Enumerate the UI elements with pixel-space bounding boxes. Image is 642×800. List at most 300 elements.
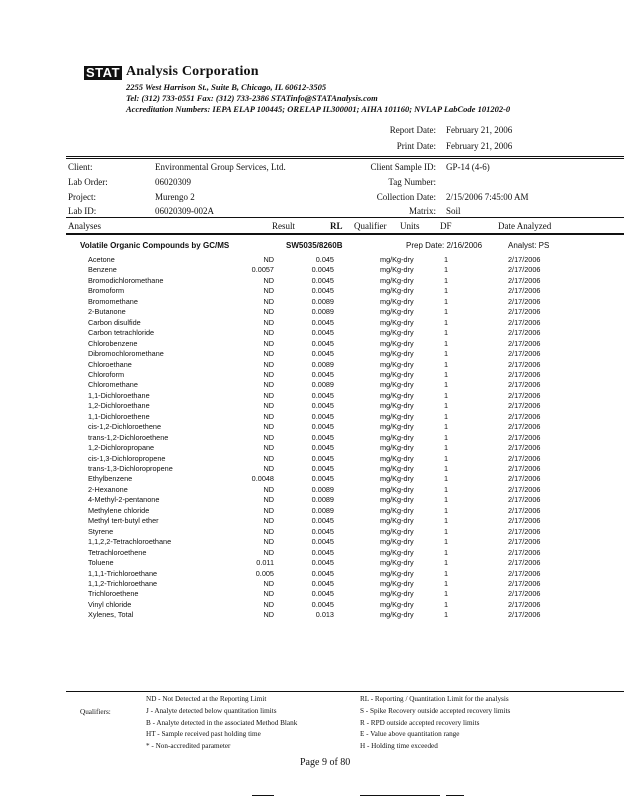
matrix-value: Soil [446, 206, 461, 216]
analyte-name: Ethylbenzene [88, 474, 133, 484]
date-analyzed-value: 2/17/2006 [508, 453, 541, 463]
units-value: mg/Kg-dry [380, 495, 414, 505]
date-analyzed-value: 2/17/2006 [508, 328, 541, 338]
section-prep-date: Prep Date: 2/16/2006 [406, 241, 483, 250]
units-value: mg/Kg-dry [380, 369, 414, 379]
units-value: mg/Kg-dry [380, 610, 414, 620]
company-address: 2255 West Harrison St., Suite B, Chicago, IL 60612-3505 [126, 82, 327, 92]
result-value: ND [263, 390, 274, 400]
qualifiers-label: Qualifiers: [80, 708, 111, 716]
result-value: ND [263, 349, 274, 359]
company-name: Analysis Corporation [126, 64, 259, 79]
rl-value: 0.0045 [311, 443, 334, 453]
units-value: mg/Kg-dry [380, 453, 414, 463]
date-analyzed-value: 2/17/2006 [508, 432, 541, 442]
date-analyzed-value: 2/17/2006 [508, 338, 541, 348]
table-row [0, 318, 642, 328]
units-value: mg/Kg-dry [380, 255, 414, 264]
date-analyzed-value: 2/17/2006 [508, 578, 541, 588]
units-value: mg/Kg-dry [380, 505, 414, 515]
result-value: ND [263, 484, 274, 494]
units-value: mg/Kg-dry [380, 578, 414, 588]
df-value: 1 [444, 568, 449, 578]
rl-value: 0.0089 [311, 380, 334, 390]
section-title: Volatile Organic Compounds by GC/MS [80, 241, 230, 250]
df-value: 1 [444, 390, 449, 400]
table-row [0, 495, 642, 505]
df-value: 1 [444, 599, 449, 609]
analyte-name: Xylenes, Total [88, 610, 134, 620]
units-value: mg/Kg-dry [380, 589, 414, 599]
units-value: mg/Kg-dry [380, 286, 414, 296]
units-value: mg/Kg-dry [380, 307, 414, 317]
date-analyzed-value: 2/17/2006 [508, 537, 541, 547]
table-row [0, 464, 642, 474]
analyte-name: 1,1,1-Trichloroethane [88, 568, 158, 578]
df-value: 1 [444, 526, 449, 536]
table-row [0, 433, 642, 443]
date-analyzed-value: 2/17/2006 [508, 505, 541, 515]
date-analyzed-value: 2/17/2006 [508, 390, 541, 400]
client-sample-id-value: GP-14 (4-6) [446, 162, 490, 172]
analyte-name: 2-Butanone [88, 307, 126, 317]
rl-value: 0.0045 [311, 474, 334, 484]
rl-value: 0.0045 [311, 599, 334, 609]
date-analyzed-value: 2/17/2006 [508, 401, 541, 411]
table-row [0, 506, 642, 516]
rl-value: 0.0045 [311, 558, 334, 568]
table-row [0, 454, 642, 464]
analyte-name: Styrene [88, 526, 114, 536]
df-value: 1 [444, 578, 449, 588]
analyte-name: 1,1,2,2-Tetrachloroethane [88, 537, 172, 547]
table-row [0, 307, 642, 317]
analyte-name: Bromodichloromethane [88, 275, 164, 285]
df-value: 1 [444, 338, 449, 348]
qualifier-b: B - Analyte detected in the associated Method Blank [146, 719, 298, 727]
table-row [0, 391, 642, 401]
result-value: ND [263, 411, 274, 421]
result-value: ND [263, 286, 274, 296]
date-analyzed-value: 2/17/2006 [508, 359, 541, 369]
analyte-name: Chloromethane [88, 380, 138, 390]
rl-value: 0.045 [315, 255, 334, 264]
rl-value: 0.0045 [311, 432, 334, 442]
df-value: 1 [444, 296, 449, 306]
units-value: mg/Kg-dry [380, 464, 414, 473]
result-value: ND [263, 432, 274, 442]
qualifier-s: S - Spike Recovery outside accepted recovery limits [360, 707, 511, 715]
analyte-name: Methylene chloride [88, 505, 150, 515]
lab-id-label: Lab ID: [68, 206, 97, 216]
df-value: 1 [444, 328, 449, 338]
df-value: 1 [444, 464, 449, 473]
rl-value: 0.0045 [311, 317, 334, 327]
table-row [0, 401, 642, 411]
info-divider [66, 217, 624, 218]
result-value: ND [263, 296, 274, 306]
table-row [0, 558, 642, 568]
rl-value: 0.0089 [311, 484, 334, 494]
analyte-name: Benzene [88, 265, 117, 275]
analyte-name: Chloroform [88, 369, 125, 379]
df-value: 1 [444, 610, 449, 620]
result-value: ND [263, 610, 274, 620]
rl-value: 0.0045 [311, 578, 334, 588]
rl-value: 0.0045 [311, 547, 334, 557]
df-value: 1 [444, 275, 449, 285]
header-date-analyzed: Date Analyzed [498, 221, 552, 231]
table-row [0, 297, 642, 307]
result-value: ND [263, 307, 274, 317]
df-value: 1 [444, 359, 449, 369]
units-value: mg/Kg-dry [380, 275, 414, 285]
date-analyzed-value: 2/17/2006 [508, 275, 541, 285]
date-analyzed-value: 2/17/2006 [508, 610, 541, 620]
project-label: Project: [68, 192, 96, 202]
accreditation-numbers: Accreditation Numbers: IEPA ELAP 100445; ORELAP IL300001; AIHA 101160; NVLAP LabCode 101202-0 [126, 104, 511, 114]
date-analyzed-value: 2/17/2006 [508, 317, 541, 327]
df-value: 1 [444, 380, 449, 390]
analyte-name: Bromoform [88, 286, 125, 296]
result-value: ND [263, 275, 274, 285]
qualifier-r: R - RPD outside accepted recovery limits [360, 719, 480, 727]
result-value: ND [263, 537, 274, 547]
result-value: ND [263, 495, 274, 505]
result-value: 0.0048 [251, 474, 274, 484]
units-value: mg/Kg-dry [380, 537, 414, 547]
units-value: mg/Kg-dry [380, 338, 414, 348]
rl-value: 0.0045 [311, 526, 334, 536]
analyte-name: Dibromochloromethane [88, 349, 164, 359]
header-result: Result [272, 221, 296, 231]
result-value: ND [263, 516, 274, 526]
units-value: mg/Kg-dry [380, 359, 414, 369]
analyte-name: Tetrachloroethene [88, 547, 147, 557]
date-analyzed-value: 2/17/2006 [508, 484, 541, 494]
result-value: ND [263, 338, 274, 348]
rl-value: 0.0045 [311, 286, 334, 296]
units-value: mg/Kg-dry [380, 516, 414, 526]
units-value: mg/Kg-dry [380, 296, 414, 306]
result-value: ND [263, 359, 274, 369]
units-value: mg/Kg-dry [380, 432, 414, 442]
analyte-name: Toluene [88, 558, 114, 568]
table-row [0, 548, 642, 558]
df-value: 1 [444, 505, 449, 515]
rl-value: 0.0089 [311, 307, 334, 317]
section-method: SW5035/8260B [286, 241, 343, 250]
rl-value: 0.0045 [311, 275, 334, 285]
date-analyzed-value: 2/17/2006 [508, 474, 541, 484]
result-value: 0.011 [256, 558, 274, 568]
result-value: ND [263, 443, 274, 453]
table-row [0, 569, 642, 579]
date-analyzed-value: 2/17/2006 [508, 349, 541, 359]
df-value: 1 [444, 516, 449, 526]
rl-value: 0.0045 [311, 453, 334, 463]
table-row [0, 286, 642, 296]
print-date-label: Print Date: [396, 141, 436, 151]
table-row [0, 328, 642, 338]
rl-value: 0.0045 [311, 422, 334, 432]
df-value: 1 [444, 255, 449, 264]
units-value: mg/Kg-dry [380, 526, 414, 536]
qualifier-nd: ND - Not Detected at the Reporting Limit [146, 695, 267, 703]
result-value: ND [263, 453, 274, 463]
matrix-label: Matrix: [409, 206, 436, 216]
date-analyzed-value: 2/17/2006 [508, 443, 541, 453]
table-row [0, 349, 642, 359]
rl-value: 0.0045 [311, 338, 334, 348]
footer-mark [360, 795, 440, 796]
project-value: Murengo 2 [155, 192, 195, 202]
df-value: 1 [444, 537, 449, 547]
qualifier-asterisk: * - Non-accredited parameter [146, 742, 231, 750]
date-analyzed-value: 2/17/2006 [508, 526, 541, 536]
report-date-label: Report Date: [389, 125, 436, 135]
result-value: ND [263, 505, 274, 515]
company-contact: Tel: (312) 733-0551 Fax: (312) 733-2386 STATinfo@STATAnalysis.com [126, 93, 378, 103]
rl-value: 0.0089 [311, 505, 334, 515]
df-value: 1 [444, 589, 449, 599]
header-rl: RL [330, 221, 343, 231]
date-analyzed-value: 2/17/2006 [508, 411, 541, 421]
table-row [0, 537, 642, 547]
units-value: mg/Kg-dry [380, 317, 414, 327]
date-analyzed-value: 2/17/2006 [508, 464, 541, 473]
analyte-name: Chlorobenzene [88, 338, 138, 348]
analyte-name: 4-Methyl-2-pentanone [88, 495, 160, 505]
table-row [0, 485, 642, 495]
analyte-name: 1,1-Dichloroethane [88, 390, 150, 400]
table-row [0, 516, 642, 526]
df-value: 1 [444, 558, 449, 568]
table-row [0, 474, 642, 484]
lab-order-value: 06020309 [155, 177, 191, 187]
units-value: mg/Kg-dry [380, 443, 414, 453]
table-row [0, 412, 642, 422]
rl-value: 0.0045 [311, 401, 334, 411]
analyte-name: Bromomethane [88, 296, 138, 306]
header-analyses: Analyses [68, 221, 101, 231]
table-row [0, 370, 642, 380]
units-value: mg/Kg-dry [380, 558, 414, 568]
analyte-name: trans-1,2-Dichloroethene [88, 432, 169, 442]
df-value: 1 [444, 349, 449, 359]
page-number: Page 9 of 80 [300, 757, 351, 768]
units-value: mg/Kg-dry [380, 265, 414, 275]
date-analyzed-value: 2/17/2006 [508, 380, 541, 390]
rl-value: 0.0089 [311, 495, 334, 505]
table-row [0, 443, 642, 453]
df-value: 1 [444, 286, 449, 296]
analyte-name: 1,2-Dichloropropane [88, 443, 155, 453]
result-value: 0.0057 [251, 265, 274, 275]
qualifier-rl: RL - Reporting / Quantitation Limit for the analysis [360, 695, 509, 703]
units-value: mg/Kg-dry [380, 349, 414, 359]
df-value: 1 [444, 443, 449, 453]
df-value: 1 [444, 369, 449, 379]
df-value: 1 [444, 453, 449, 463]
units-value: mg/Kg-dry [380, 328, 414, 338]
date-analyzed-value: 2/17/2006 [508, 495, 541, 505]
result-value: ND [263, 464, 274, 473]
df-value: 1 [444, 265, 449, 275]
analyte-name: Vinyl chloride [88, 599, 132, 609]
table-row [0, 255, 642, 265]
analyte-name: 2-Hexanone [88, 484, 128, 494]
rl-value: 0.0045 [311, 589, 334, 599]
units-value: mg/Kg-dry [380, 401, 414, 411]
date-analyzed-value: 2/17/2006 [508, 296, 541, 306]
client-label: Client: [68, 162, 93, 172]
df-value: 1 [444, 317, 449, 327]
units-value: mg/Kg-dry [380, 411, 414, 421]
qualifier-j: J - Analyte detected below quantitation limits [146, 707, 277, 715]
date-analyzed-value: 2/17/2006 [508, 599, 541, 609]
date-analyzed-value: 2/17/2006 [508, 589, 541, 599]
result-value: ND [263, 526, 274, 536]
analyte-name: Carbon disulfide [88, 317, 141, 327]
units-value: mg/Kg-dry [380, 484, 414, 494]
date-analyzed-value: 2/17/2006 [508, 286, 541, 296]
table-header-divider [66, 233, 624, 235]
result-value: ND [263, 328, 274, 338]
result-value: ND [263, 422, 274, 432]
collection-date-label: Collection Date: [376, 192, 436, 202]
result-value: ND [263, 317, 274, 327]
client-value: Environmental Group Services, Ltd. [155, 162, 286, 172]
units-value: mg/Kg-dry [380, 390, 414, 400]
section-analyst: Analyst: PS [508, 241, 550, 250]
date-analyzed-value: 2/17/2006 [508, 255, 541, 264]
company-logo: STAT [86, 65, 121, 80]
rl-value: 0.0045 [311, 265, 334, 275]
units-value: mg/Kg-dry [380, 474, 414, 484]
date-analyzed-value: 2/17/2006 [508, 265, 541, 275]
header-divider [66, 156, 624, 157]
result-value: ND [263, 401, 274, 411]
lab-order-label: Lab Order: [68, 177, 108, 187]
units-value: mg/Kg-dry [380, 380, 414, 390]
header-units: Units [400, 221, 420, 231]
df-value: 1 [444, 411, 449, 421]
table-row [0, 600, 642, 610]
units-value: mg/Kg-dry [380, 422, 414, 432]
units-value: mg/Kg-dry [380, 568, 414, 578]
units-value: mg/Kg-dry [380, 599, 414, 609]
header-divider-double [66, 158, 624, 159]
units-value: mg/Kg-dry [380, 547, 414, 557]
result-value: ND [263, 369, 274, 379]
table-row [0, 422, 642, 432]
date-analyzed-value: 2/17/2006 [508, 568, 541, 578]
df-value: 1 [444, 401, 449, 411]
rl-value: 0.0045 [311, 464, 334, 473]
rl-value: 0.0089 [311, 359, 334, 369]
date-analyzed-value: 2/17/2006 [508, 369, 541, 379]
rl-value: 0.0089 [311, 296, 334, 306]
rl-value: 0.0045 [311, 411, 334, 421]
result-value: ND [263, 589, 274, 599]
rl-value: 0.013 [315, 610, 334, 620]
lab-id-value: 06020309-002A [155, 206, 214, 216]
rl-value: 0.0045 [311, 516, 334, 526]
result-value: 0.005 [255, 568, 274, 578]
table-row [0, 276, 642, 286]
header-df: DF [440, 221, 452, 231]
df-value: 1 [444, 484, 449, 494]
result-value: ND [263, 578, 274, 588]
print-date: February 21, 2006 [446, 141, 513, 151]
rl-value: 0.0045 [311, 390, 334, 400]
analyte-name: Chloroethane [88, 359, 132, 369]
header-qualifier: Qualifier [354, 221, 387, 231]
footer-mark [446, 795, 464, 796]
analyte-name: Methyl tert-butyl ether [88, 516, 159, 526]
table-row [0, 265, 642, 275]
qualifiers-divider [66, 691, 624, 692]
rl-value: 0.0045 [311, 369, 334, 379]
rl-value: 0.0045 [311, 568, 334, 578]
analyte-name: 1,1-Dichloroethene [88, 411, 150, 421]
collection-date-value: 2/15/2006 7:45:00 AM [446, 192, 529, 202]
result-value: ND [263, 380, 274, 390]
result-value: ND [263, 547, 274, 557]
date-analyzed-value: 2/17/2006 [508, 422, 541, 432]
df-value: 1 [444, 422, 449, 432]
analyte-name: Carbon tetrachloride [88, 328, 155, 338]
footer-mark [252, 795, 274, 796]
report-date: February 21, 2006 [446, 125, 513, 135]
date-analyzed-value: 2/17/2006 [508, 547, 541, 557]
table-row [0, 579, 642, 589]
analyte-name: cis-1,2-Dichloroethene [88, 422, 162, 432]
table-row [0, 589, 642, 599]
rl-value: 0.0045 [311, 537, 334, 547]
qualifier-h: H - Holding time exceeded [360, 742, 438, 750]
table-row [0, 360, 642, 370]
df-value: 1 [444, 495, 449, 505]
date-analyzed-value: 2/17/2006 [508, 558, 541, 568]
tag-number-label: Tag Number: [388, 177, 436, 187]
table-row [0, 339, 642, 349]
analyte-name: trans-1,3-Dichloropropene [88, 464, 173, 473]
df-value: 1 [444, 547, 449, 557]
qualifier-ht: HT - Sample received past holding time [146, 730, 261, 738]
table-row [0, 527, 642, 537]
rl-value: 0.0045 [311, 349, 334, 359]
date-analyzed-value: 2/17/2006 [508, 307, 541, 317]
df-value: 1 [444, 307, 449, 317]
qualifier-e: E - Value above quantitation range [360, 730, 460, 738]
analyte-name: Trichloroethene [88, 589, 139, 599]
analyte-name: cis-1,3-Dichloropropene [88, 453, 166, 463]
client-sample-id-label: Client Sample ID: [370, 162, 436, 172]
table-row [0, 610, 642, 620]
result-value: ND [263, 599, 274, 609]
df-value: 1 [444, 474, 449, 484]
analyte-name: Acetone [88, 255, 115, 264]
rl-value: 0.0045 [311, 328, 334, 338]
analyte-name: 1,2-Dichloroethane [88, 401, 150, 411]
table-row [0, 380, 642, 390]
analyte-name: 1,1,2-Trichloroethane [88, 578, 158, 588]
result-value: ND [263, 255, 274, 264]
df-value: 1 [444, 432, 449, 442]
date-analyzed-value: 2/17/2006 [508, 516, 541, 526]
